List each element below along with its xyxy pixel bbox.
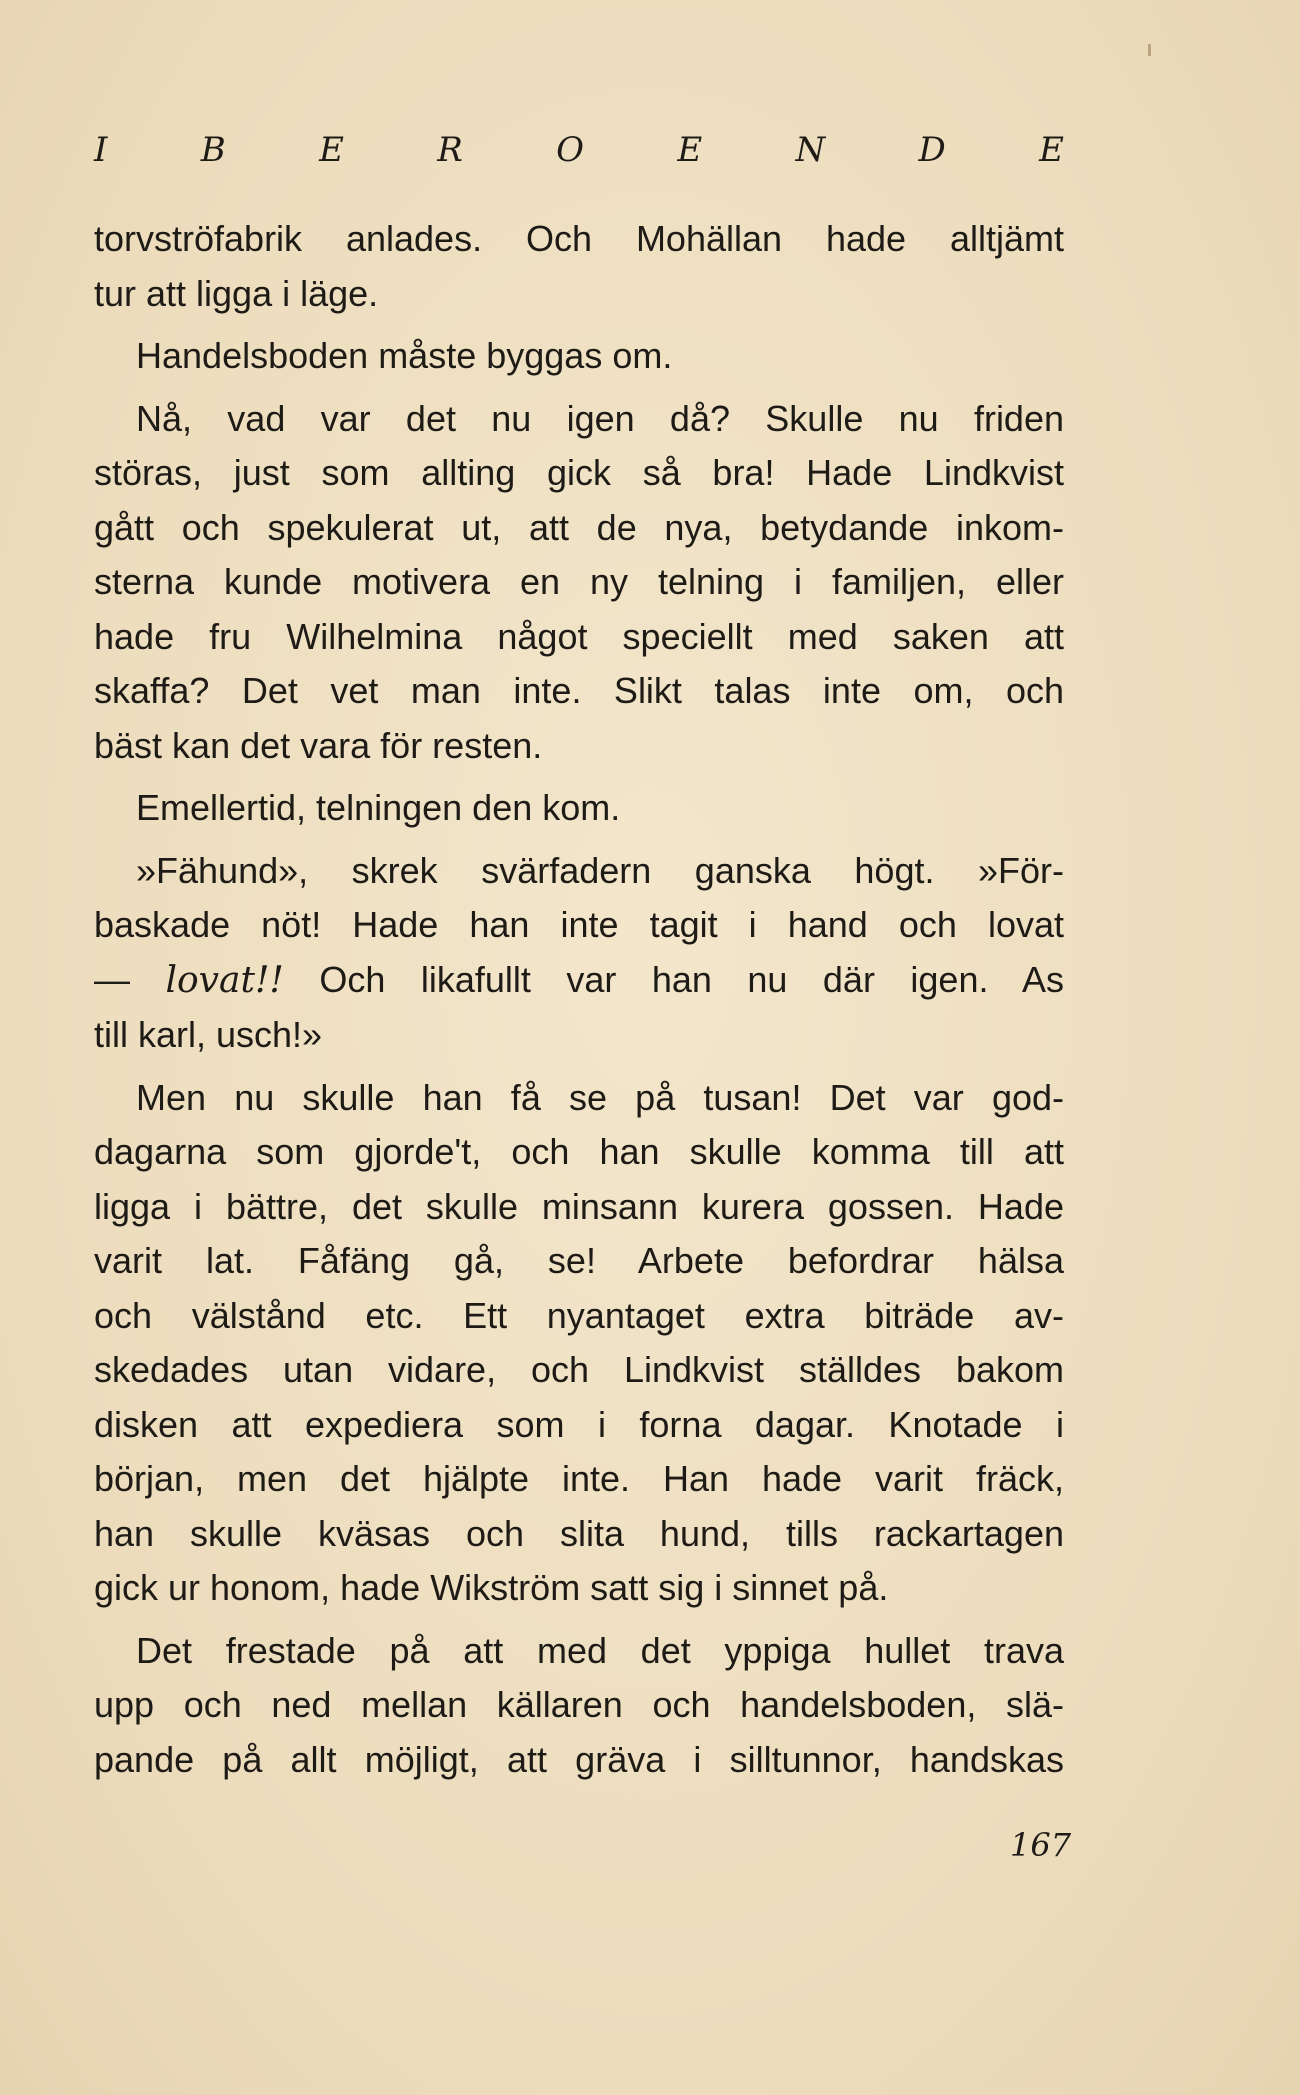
running-head-letter: I (94, 130, 108, 170)
text-line: början, men det hjälpte inte. Han hade varit fräck, (94, 1458, 1064, 1499)
dash-prefix: — (94, 958, 166, 1000)
text-line: störas, just som allting gick så bra! Hade Lindkvist (94, 452, 1064, 493)
text-line: skedades utan vidare, och Lindkvist ställdes bakom (94, 1349, 1064, 1390)
text-line: Det frestade på att med det yppiga hullet trava (136, 1629, 1064, 1671)
text-line: »Fähund», skrek svärfadern ganska högt. »För- (136, 849, 1064, 891)
emphasized-word: lovat!! (165, 959, 284, 1001)
text-line: sterna kunde motivera en ny telning i familjen, eller (94, 561, 1064, 602)
text-line: han skulle kväsas och slita hund, tills rackartagen (94, 1512, 1064, 1554)
running-head-letter: E (677, 130, 703, 170)
paragraph (94, 781, 1064, 836)
text-line: Nå, vad var det nu igen då? Skulle nu friden (136, 397, 1064, 439)
text-line: skaffa? Det vet man inte. Slikt talas inte om, och (94, 670, 1064, 711)
line-suffix: Och likafullt var han nu där igen. As (283, 958, 1064, 1000)
text-line-italic (94, 953, 1064, 1009)
running-head-letter: R (437, 130, 463, 170)
running-head (94, 130, 1064, 170)
paragraph (94, 329, 1064, 384)
running-head-letter: N (795, 130, 826, 170)
text-line: bäst kan det vara för resten. (94, 724, 543, 766)
paragraph (94, 392, 1064, 774)
paragraph (94, 212, 1064, 321)
text-line: upp och ned mellan källaren och handelsboden, slä- (94, 1684, 1064, 1725)
text-line: Emellertid, telningen den kom. (136, 787, 621, 828)
text-line: ligga i bättre, det skulle minsann kurera gossen. Hade (94, 1185, 1064, 1227)
text-line: gick ur honom, hade Wikström satt sig i sinnet på. (94, 1567, 889, 1608)
paragraph (94, 1624, 1064, 1788)
text-line: hade fru Wilhelmina något speciellt med saken att (94, 615, 1064, 657)
page-number: 167 (1010, 1826, 1072, 1864)
text-line: pande på allt möjligt, att gräva i silltunnor, handskas (94, 1738, 1064, 1780)
text-line: och välstånd etc. Ett nyantaget extra biträde av- (94, 1294, 1064, 1336)
running-head-letter: B (200, 130, 226, 170)
paragraph (94, 844, 1064, 1063)
running-head-letter: D (918, 130, 946, 170)
body-text (94, 212, 1064, 1787)
text-line: gått och spekulerat ut, att de nya, betydande inkom- (94, 506, 1064, 548)
running-head-letter: O (556, 130, 584, 170)
paragraph (94, 1071, 1064, 1616)
text-line: dagarna som gjorde't, och han skulle komma till att (94, 1131, 1064, 1172)
text-line: varit lat. Fåfäng gå, se! Arbete befordrar hälsa (94, 1240, 1064, 1281)
paper-speck (1148, 44, 1151, 56)
running-head-letter: E (319, 130, 344, 170)
text-line: tur att ligga i läge. (94, 272, 379, 314)
text-line: torvströfabrik anlades. Och Mohällan hade alltjämt (94, 218, 1064, 259)
text-line: baskade nöt! Hade han inte tagit i hand och lovat (94, 904, 1064, 945)
text-line: till karl, usch!» (94, 1014, 323, 1055)
text-line: Men nu skulle han få se på tusan! Det var god- (136, 1076, 1064, 1118)
text-line: disken att expediera som i forna dagar. Knotade i (94, 1403, 1064, 1445)
running-head-letter: E (1039, 130, 1064, 170)
text-line: Handelsboden måste byggas om. (136, 335, 673, 376)
